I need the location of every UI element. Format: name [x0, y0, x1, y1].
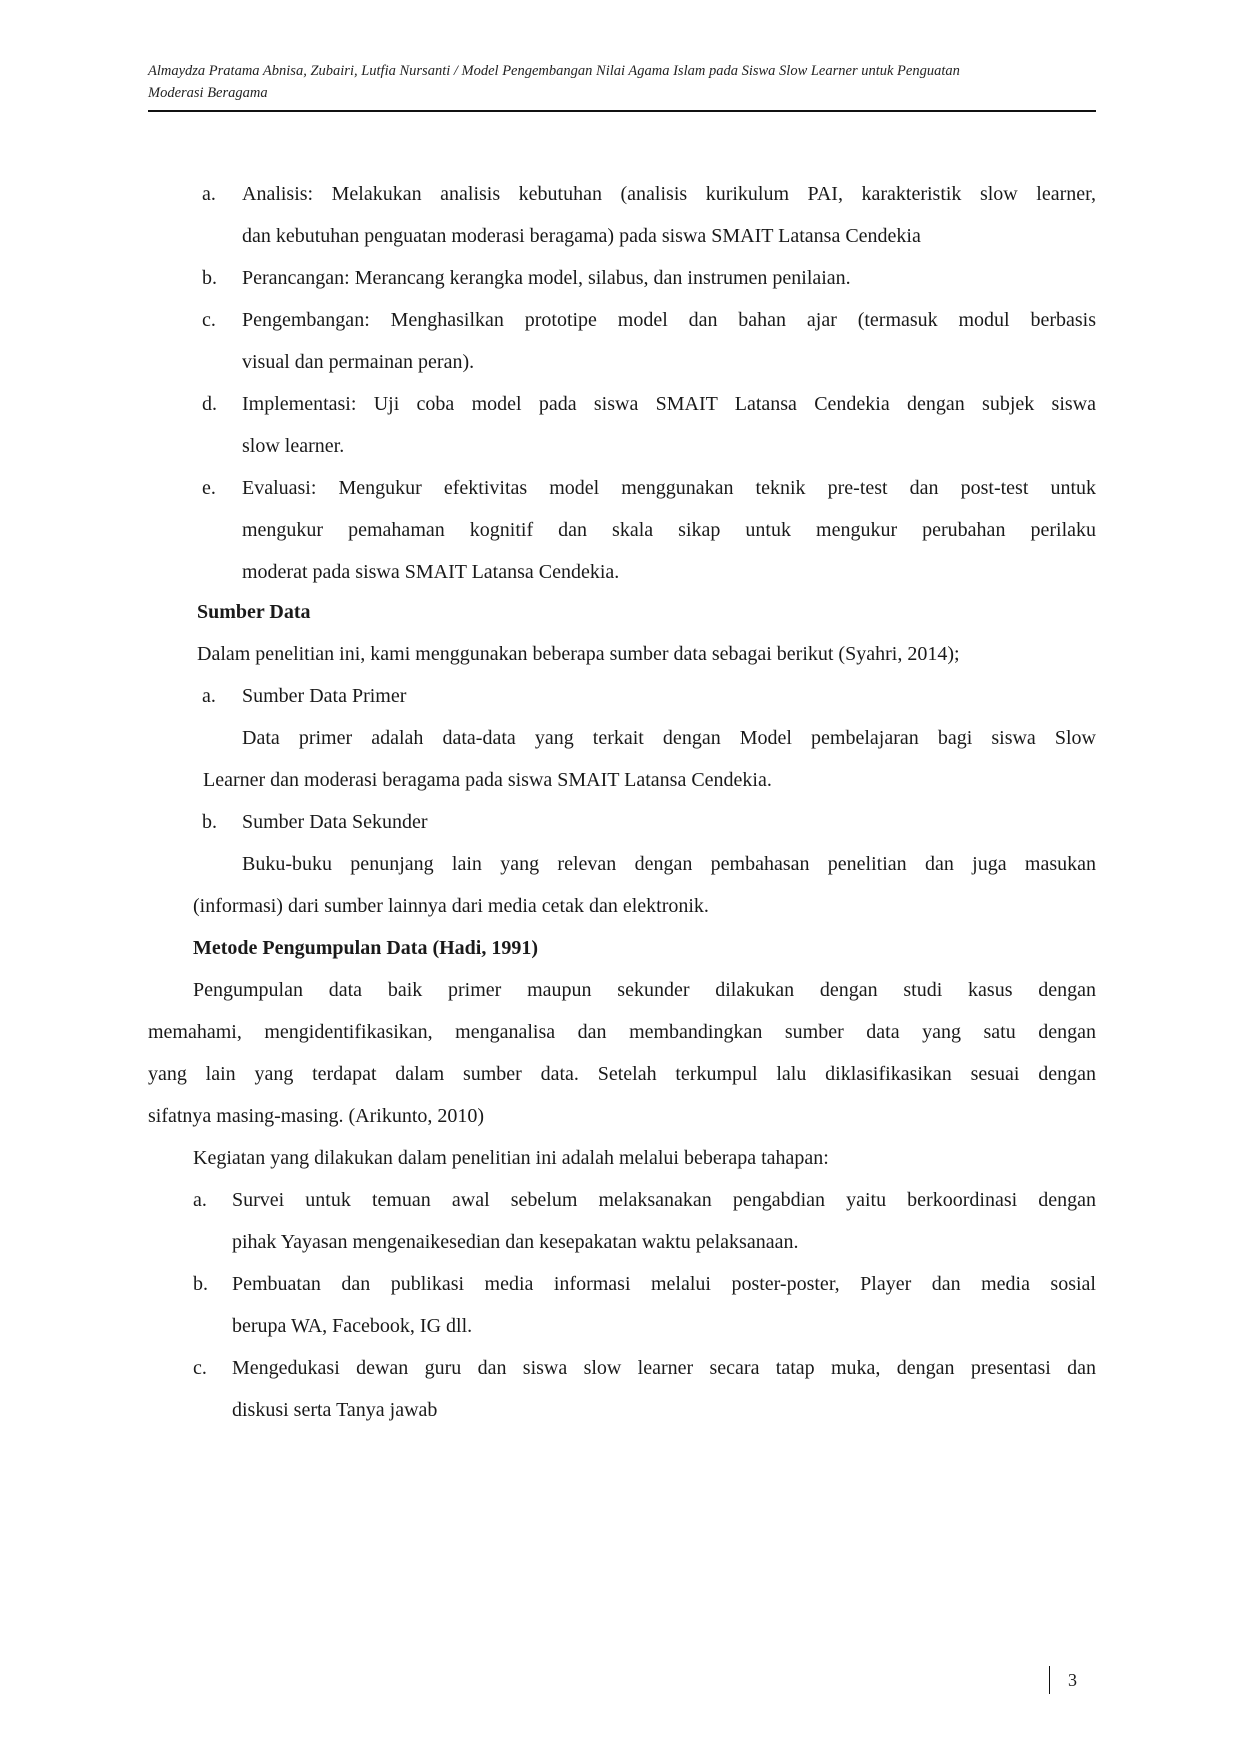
metode-para-line: Pengumpulan data baik primer maupun sekunder dilakukan dengan studi kasus dengan	[193, 979, 1096, 1001]
sumber-primer-line: Data primer adalah data-data yang terkait dengan Model pembelajaran bagi siswa Slow	[242, 727, 1096, 749]
kegiatan-line: Mengedukasi dewan guru dan siswa slow learner secara tatap muka, dengan presentasi dan	[232, 1357, 1096, 1379]
step-marker: a.	[202, 183, 216, 205]
step-line: mengukur pemahaman kognitif dan skala sikap untuk mengukur perubahan perilaku	[242, 519, 1096, 541]
step-marker: c.	[202, 309, 216, 331]
step-line: Pengembangan: Menghasilkan prototipe model dan bahan ajar (termasuk modul berbasis	[242, 309, 1096, 331]
section-heading-sumber-data: Sumber Data	[197, 601, 311, 623]
kegiatan-line: diskusi serta Tanya jawab	[232, 1399, 438, 1421]
section-heading-metode: Metode Pengumpulan Data (Hadi, 1991)	[193, 937, 538, 959]
footer-rule	[1049, 1666, 1050, 1694]
kegiatan-line: Survei untuk temuan awal sebelum melaksanakan pengabdian yaitu berkoordinasi dengan	[232, 1189, 1096, 1211]
step-line: Evaluasi: Mengukur efektivitas model menggunakan teknik pre-test dan post-test untuk	[242, 477, 1096, 499]
step-line: moderat pada siswa SMAIT Latansa Cendekia.	[242, 561, 620, 583]
sumber-intro: Dalam penelitian ini, kami menggunakan beberapa sumber data sebagai berikut (Syahri, 2014);	[197, 643, 960, 665]
kegiatan-line: pihak Yayasan mengenaikesedian dan kesepakatan waktu pelaksanaan.	[232, 1231, 799, 1253]
sumber-sekunder-line: (informasi) dari sumber lainnya dari media cetak dan elektronik.	[193, 895, 709, 917]
step-marker: e.	[202, 477, 216, 499]
sumber-primer-line: Learner dan moderasi beragama pada siswa SMAIT Latansa Cendekia.	[203, 769, 772, 791]
kegiatan-intro: Kegiatan yang dilakukan dalam penelitian ini adalah melalui beberapa tahapan:	[193, 1147, 829, 1169]
kegiatan-line: berupa WA, Facebook, IG dll.	[232, 1315, 473, 1337]
sumber-sekunder-line: Buku-buku penunjang lain yang relevan dengan pembahasan penelitian dan juga masukan	[242, 853, 1096, 875]
kegiatan-marker: a.	[193, 1189, 207, 1211]
sumber-sekunder-title: Sumber Data Sekunder	[242, 811, 428, 833]
kegiatan-marker: c.	[193, 1357, 207, 1379]
metode-para-line: yang lain yang terdapat dalam sumber data. Setelah terkumpul lalu diklasifikasikan sesuai dengan	[148, 1063, 1096, 1085]
page-number: 3	[1068, 1670, 1077, 1690]
step-marker: b.	[202, 267, 217, 289]
step-line: visual dan permainan peran).	[242, 351, 475, 373]
step-marker: d.	[202, 393, 217, 415]
header-line-2: Moderasi Beragama	[148, 85, 268, 101]
kegiatan-marker: b.	[193, 1273, 208, 1295]
step-line: Implementasi: Uji coba model pada siswa SMAIT Latansa Cendekia dengan subjek siswa	[242, 393, 1096, 415]
sumber-marker: b.	[202, 811, 217, 833]
sumber-marker: a.	[202, 685, 216, 707]
step-line: slow learner.	[242, 435, 345, 457]
sumber-primer-title: Sumber Data Primer	[242, 685, 407, 707]
header-line-1: Almaydza Pratama Abnisa, Zubairi, Lutfia Nursanti / Model Pengembangan Nilai Agama Islam pada Siswa Slow Learner untuk Penguatan	[148, 63, 960, 79]
metode-para-line: memahami, mengidentifikasikan, menganalisa dan membandingkan sumber data yang satu dengan	[148, 1021, 1096, 1043]
kegiatan-line: Pembuatan dan publikasi media informasi melalui poster-poster, Player dan media sosial	[232, 1273, 1096, 1295]
step-line: Analisis: Melakukan analisis kebutuhan (analisis kurikulum PAI, karakteristik slow learner,	[242, 183, 1096, 205]
step-line: dan kebutuhan penguatan moderasi beragama) pada siswa SMAIT Latansa Cendekia	[242, 225, 921, 247]
metode-para-line: sifatnya masing-masing. (Arikunto, 2010)	[148, 1105, 485, 1127]
step-line: Perancangan: Merancang kerangka model, silabus, dan instrumen penilaian.	[242, 267, 851, 289]
